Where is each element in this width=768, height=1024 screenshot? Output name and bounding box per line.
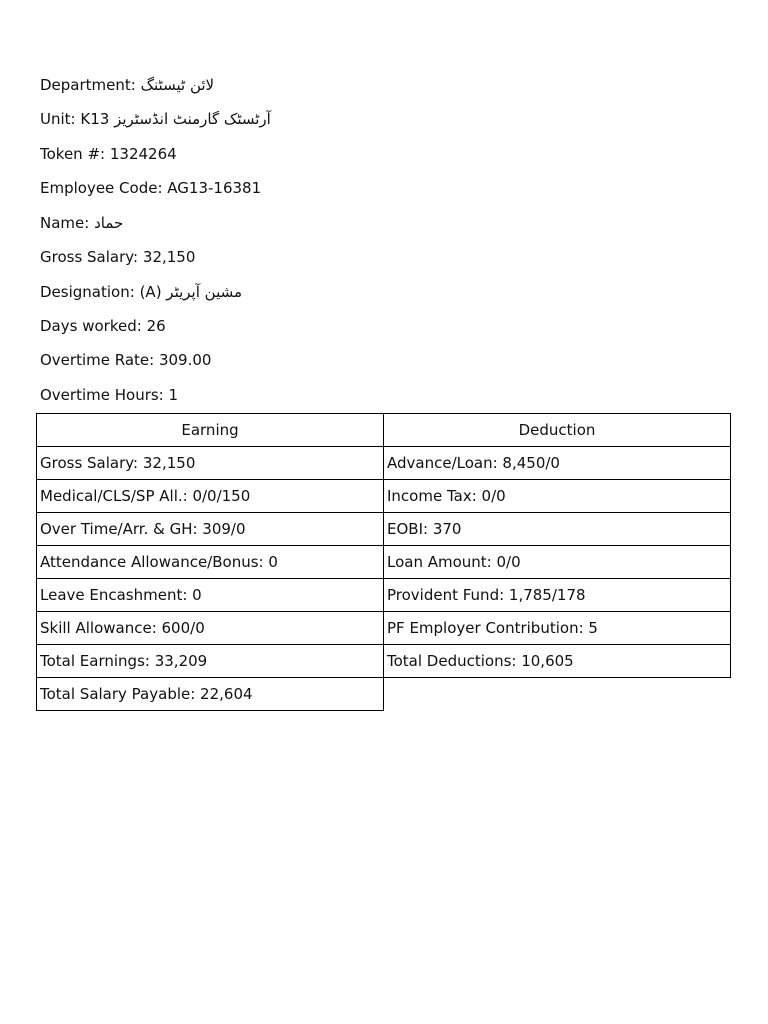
token-label: Token #:	[40, 145, 106, 163]
total-salary-payable-cell: Total Salary Payable: 22,604	[37, 678, 384, 711]
unit-line	[40, 109, 271, 129]
unit-value: آرٹسٹک گارمنٹ انڈسٹریز K13	[80, 110, 271, 128]
overtime-hours-label: Overtime Hours:	[40, 386, 164, 404]
table-row	[37, 579, 731, 612]
deduction-cell: Loan Amount: 0/0	[384, 546, 731, 579]
employee-code-value: AG13-16381	[167, 179, 262, 197]
table-row	[37, 513, 731, 546]
token-value: 1324264	[109, 145, 177, 163]
days-worked-label: Days worked:	[40, 317, 142, 335]
deduction-cell: EOBI: 370	[384, 513, 731, 546]
deduction-cell: Provident Fund: 1,785/178	[384, 579, 731, 612]
overtime-rate-line	[40, 350, 211, 370]
designation-label: Designation:	[40, 283, 135, 301]
table-row	[37, 678, 731, 711]
department-value: لائن ٹیسٹنگ	[140, 76, 215, 94]
gross-salary-line	[40, 247, 195, 267]
table-row	[37, 612, 731, 645]
unit-label: Unit:	[40, 110, 76, 128]
empty-cell	[384, 678, 731, 711]
department-line	[40, 75, 214, 95]
earning-cell: Over Time/Arr. & GH: 309/0	[37, 513, 384, 546]
deduction-cell: Income Tax: 0/0	[384, 480, 731, 513]
overtime-hours-value: 1	[168, 386, 179, 404]
table-row	[37, 447, 731, 480]
total-earnings-cell: Total Earnings: 33,209	[37, 645, 384, 678]
deduction-cell: PF Employer Contribution: 5	[384, 612, 731, 645]
table-row	[37, 546, 731, 579]
name-label: Name:	[40, 214, 90, 232]
table-header-row	[37, 414, 731, 447]
table-row	[37, 480, 731, 513]
employee-code-line	[40, 178, 261, 198]
token-line	[40, 144, 177, 164]
table-row	[37, 645, 731, 678]
overtime-rate-label: Overtime Rate:	[40, 351, 155, 369]
earning-cell: Leave Encashment: 0	[37, 579, 384, 612]
department-label: Department:	[40, 76, 136, 94]
days-worked-line	[40, 316, 166, 336]
days-worked-value: 26	[146, 317, 166, 335]
earning-cell: Gross Salary: 32,150	[37, 447, 384, 480]
deduction-header: Deduction	[384, 414, 731, 447]
salary-table	[36, 413, 731, 711]
overtime-hours-line	[40, 385, 178, 405]
earning-cell: Attendance Allowance/Bonus: 0	[37, 546, 384, 579]
name-value: حماد	[94, 214, 124, 232]
earning-header: Earning	[37, 414, 384, 447]
designation-value: مشین آپریٹر (A)	[139, 283, 243, 301]
gross-salary-label: Gross Salary:	[40, 248, 139, 266]
name-line	[40, 213, 123, 233]
overtime-rate-value: 309.00	[158, 351, 212, 369]
earning-cell: Medical/CLS/SP All.: 0/0/150	[37, 480, 384, 513]
earning-cell: Skill Allowance: 600/0	[37, 612, 384, 645]
deduction-cell: Advance/Loan: 8,450/0	[384, 447, 731, 480]
designation-line	[40, 282, 242, 302]
gross-salary-value: 32,150	[142, 248, 196, 266]
total-deductions-cell: Total Deductions: 10,605	[384, 645, 731, 678]
employee-code-label: Employee Code:	[40, 179, 163, 197]
